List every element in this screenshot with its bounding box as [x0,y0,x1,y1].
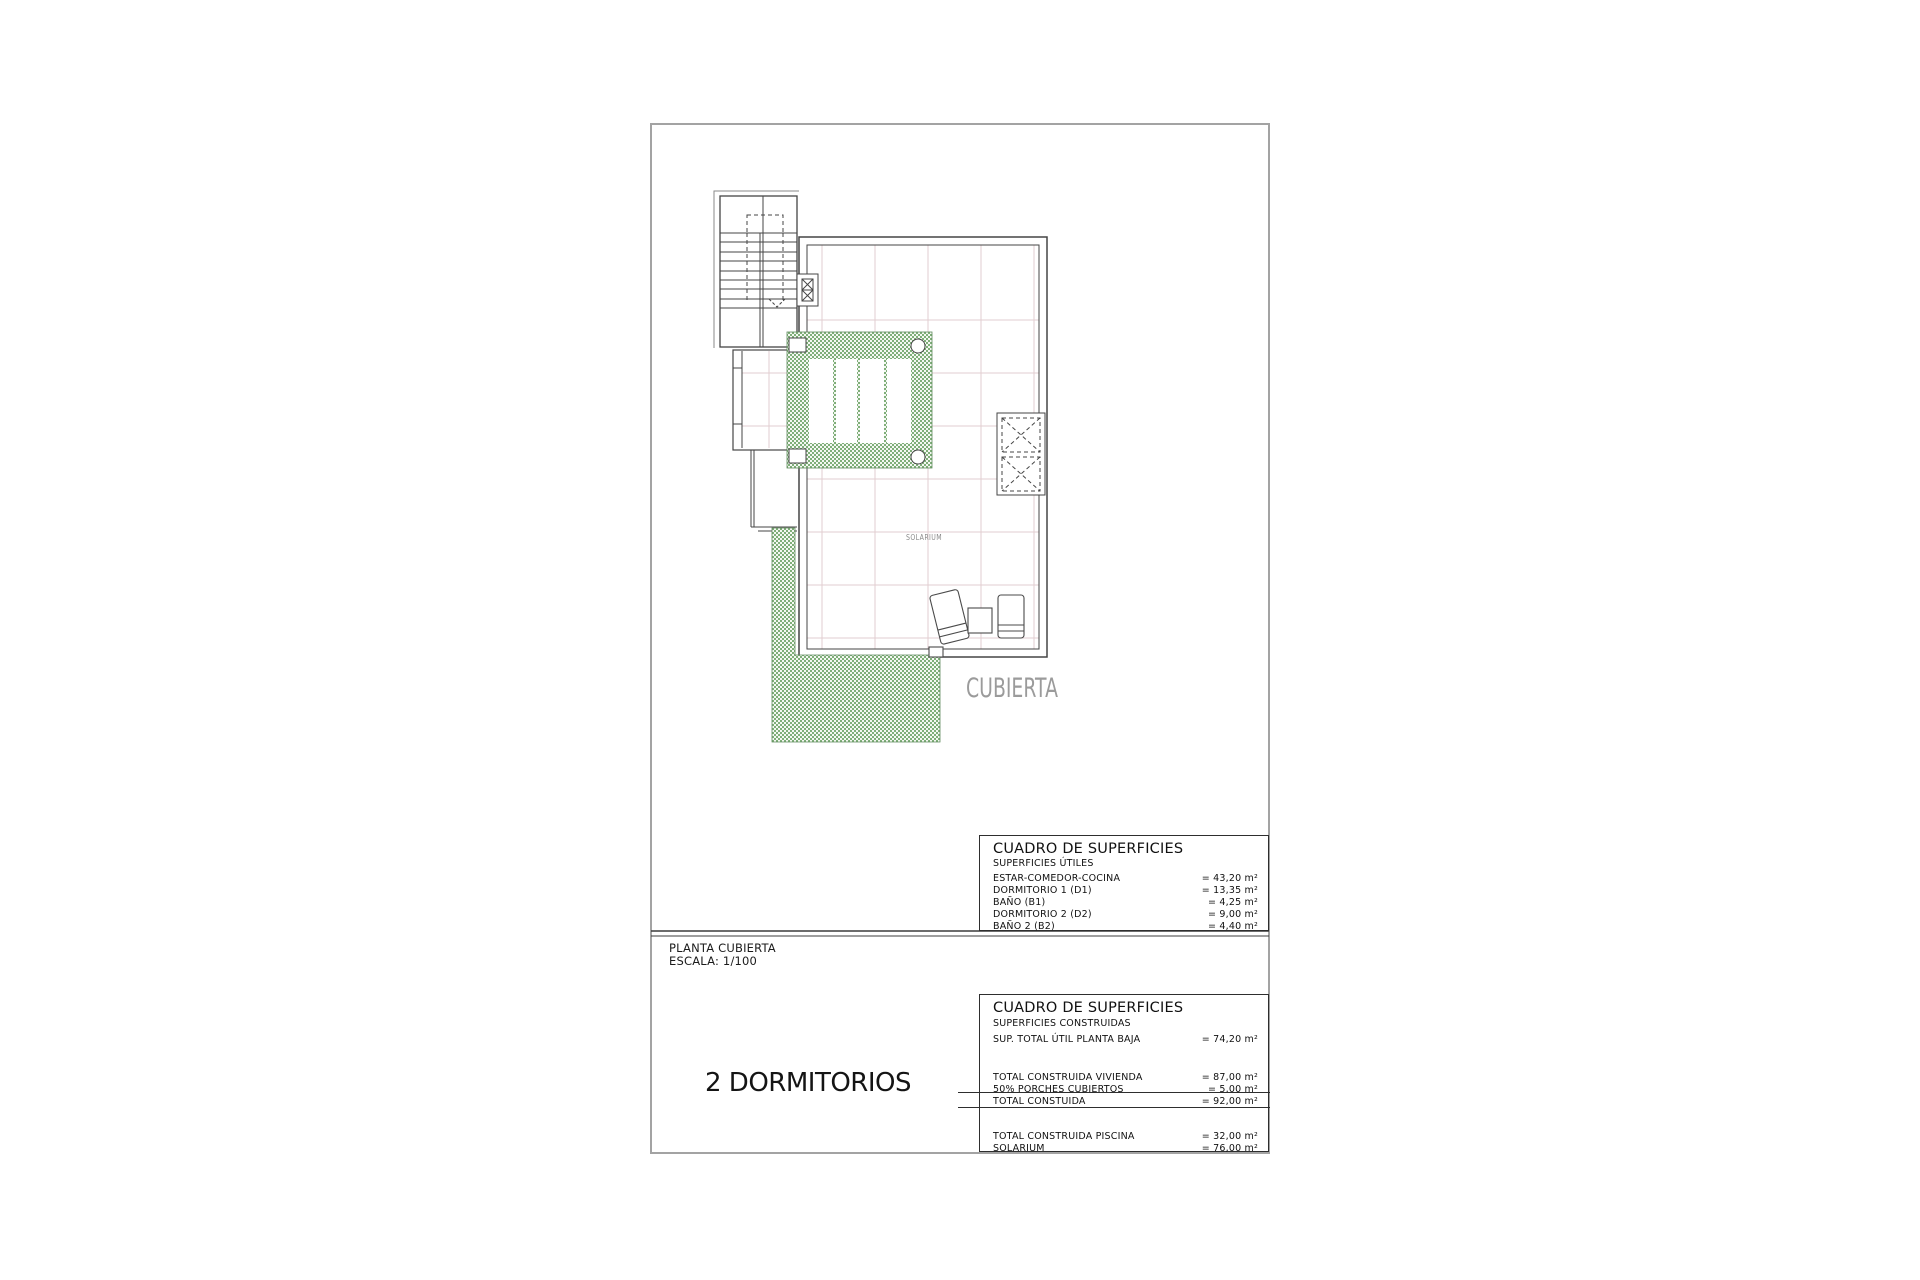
row-value: = 92,00 m² [1201,1096,1258,1107]
plan-scale: ESCALA: 1/100 [669,954,758,968]
solarium-label: SOLARIUM [906,533,942,542]
table-row [993,873,1258,884]
table-subtitle: SUPERFICIES CONSTRUIDAS [993,1018,1131,1029]
table-row-total [993,1096,1258,1107]
row-value: = 74,20 m² [1201,1034,1258,1045]
vent-shaft [797,274,818,306]
table-title: CUADRO DE SUPERFICIES [993,1000,1184,1016]
table-subtitle: SUPERFICIES ÚTILES [993,858,1094,869]
row-label: BAÑO (B1) [993,897,1046,908]
sun-lounger-straight [998,595,1024,638]
table-row [993,1072,1258,1083]
row-value: = 76,00 m² [1201,1143,1258,1154]
ac-units [997,413,1045,495]
parapet-step [929,647,943,657]
row-label: TOTAL CONSTRUIDA VIVIENDA [993,1072,1143,1083]
cubierta-label: CUBIERTA [966,673,1059,704]
row-value: = 4,25 m² [1207,897,1258,908]
row-label: SUP. TOTAL ÚTIL PLANTA BAJA [993,1034,1141,1045]
row-label: TOTAL CONSTRUIDA PISCINA [993,1131,1135,1142]
pergola [787,332,932,468]
table-row [993,909,1258,920]
table-superficies-utiles [979,835,1269,931]
row-label: DORMITORIO 1 (D1) [993,885,1092,896]
table-title: CUADRO DE SUPERFICIES [993,841,1184,857]
row-value: = 32,00 m² [1201,1131,1258,1142]
table-row [993,1034,1258,1045]
row-label: SOLARIUM [993,1143,1045,1154]
plan-title: PLANTA CUBIERTA [669,941,776,955]
row-value: = 87,00 m² [1201,1072,1258,1083]
table-row [993,897,1258,908]
table-row [993,885,1258,896]
side-table [968,608,992,633]
pergola-slats [809,359,911,443]
row-value: = 9,00 m² [1207,909,1258,920]
table-row [993,1131,1258,1142]
row-label: TOTAL CONSTUIDA [993,1096,1086,1107]
bedrooms-caption: 2 DORMITORIOS [705,1068,912,1098]
row-value: = 4,40 m² [1207,921,1258,932]
row-label: 50% PORCHES CUBIERTOS [993,1084,1124,1095]
row-value: = 43,20 m² [1201,873,1258,884]
row-label: DORMITORIO 2 (D2) [993,909,1092,920]
table-row [993,921,1258,932]
row-value: = 5,00 m² [1207,1084,1258,1095]
table-row [993,1143,1258,1154]
row-label: ESTAR-COMEDOR-COCINA [993,873,1121,884]
table-superficies-construidas [979,994,1269,1152]
row-label: BAÑO 2 (B2) [993,921,1055,932]
row-value: = 13,35 m² [1201,885,1258,896]
